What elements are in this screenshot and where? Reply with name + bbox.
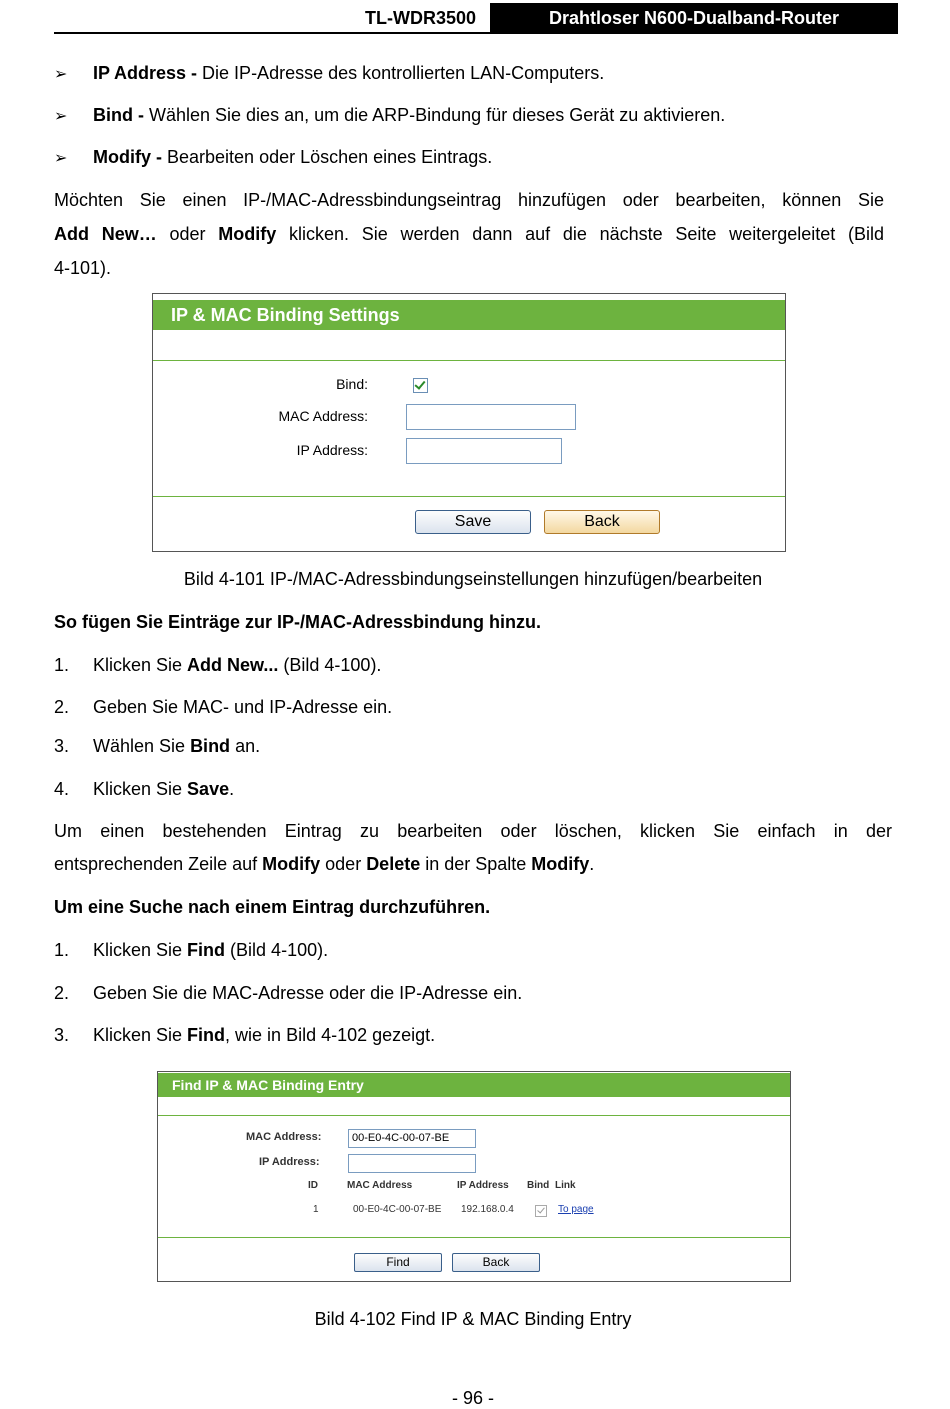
- edit-para-line-1: Um einen bestehenden Eintrag zu bearbeiten oder löschen, klicken Sie einfach in der: [54, 821, 892, 841]
- bullet-arrow-icon: ➢: [54, 66, 68, 83]
- edit-para-line-2: entsprechenden Zeile auf Modify oder Delete in der Spalte Modify.: [54, 854, 595, 874]
- row-ip: 192.168.0.4: [461, 1204, 514, 1215]
- mac-address-label: MAC Address:: [246, 1131, 322, 1143]
- find-step-1: 1. Klicken Sie Find (Bild 4-100).: [54, 940, 329, 960]
- column-header-link: Link: [555, 1180, 576, 1191]
- find-step-2: 2. Geben Sie die MAC-Adresse oder die IP-Adresse ein.: [54, 983, 523, 1003]
- row-mac: 00-E0-4C-00-07-BE: [353, 1204, 442, 1215]
- panel-title: Find IP & MAC Binding Entry: [172, 1077, 364, 1093]
- find-section-heading: Um eine Suche nach einem Eintrag durchzuführen.: [54, 897, 491, 917]
- ip-address-label: IP Address:: [259, 1156, 320, 1168]
- add-section-heading: So fügen Sie Einträge zur IP-/MAC-Adressbindung hinzu.: [54, 612, 542, 632]
- add-step-4: 4. Klicken Sie Save.: [54, 779, 235, 799]
- row-to-page-link[interactable]: To page: [558, 1204, 594, 1215]
- find-step-3: 3. Klicken Sie Find, wie in Bild 4-102 gezeigt.: [54, 1025, 436, 1045]
- column-header-ip: IP Address: [457, 1180, 509, 1191]
- panel-divider: [153, 360, 785, 361]
- header-rule: [54, 32, 898, 34]
- panel-title: IP & MAC Binding Settings: [171, 305, 400, 325]
- panel-divider: [158, 1115, 790, 1116]
- bullet-arrow-icon: ➢: [54, 108, 68, 125]
- bullet-bind: [54, 104, 726, 128]
- ip-address-label: IP Address:: [296, 442, 368, 458]
- header-title: Drahtloser N600-Dualband-Router: [490, 3, 898, 33]
- column-header-bind: Bind: [527, 1180, 550, 1191]
- panel-header: [153, 300, 785, 330]
- mac-address-input[interactable]: 00-E0-4C-00-07-BE: [348, 1129, 476, 1148]
- panel-header: [158, 1073, 790, 1097]
- find-ip-mac-binding-panel: [157, 1071, 791, 1282]
- add-step-3: 3. Wählen Sie Bind an.: [54, 736, 261, 756]
- column-header-id: ID: [308, 1180, 318, 1191]
- add-step-1: 1. Klicken Sie Add New... (Bild 4-100).: [54, 655, 382, 675]
- intro-line-2: Add New… oder Modify klicken. Sie werden dann auf die nächste Seite weitergeleitet (Bild: [54, 224, 884, 244]
- bullet-ip-address: [54, 62, 605, 86]
- bullet-text: Bearbeiten oder Löschen eines Eintrags.: [162, 147, 493, 167]
- figure-caption-4-102: Bild 4-102 Find IP & MAC Binding Entry: [314, 1309, 632, 1329]
- back-button[interactable]: Back: [452, 1253, 540, 1272]
- bullet-modify: [54, 146, 493, 170]
- row-bind-checkbox: [535, 1205, 547, 1217]
- bullet-term: Modify -: [93, 147, 162, 167]
- bind-label: Bind:: [336, 376, 368, 392]
- intro-line-1: Möchten Sie einen IP-/MAC-Adressbindungseintrag hinzufügen oder bearbeiten, können Sie: [54, 190, 884, 210]
- header-model: TL-WDR3500: [364, 8, 476, 28]
- bullet-text: Die IP-Adresse des kontrollierten LAN-Computers.: [197, 63, 605, 83]
- bullet-term: IP Address -: [93, 63, 198, 83]
- bind-checkbox[interactable]: [413, 378, 428, 393]
- ip-address-input[interactable]: [348, 1154, 476, 1173]
- bullet-arrow-icon: ➢: [54, 150, 68, 167]
- add-step-2: 2. Geben Sie MAC- und IP-Adresse ein.: [54, 697, 393, 717]
- figure-caption-4-101: Bild 4-101 IP-/MAC-Adressbindungseinstellungen hinzufügen/bearbeiten: [183, 569, 763, 589]
- row-id: 1: [313, 1204, 319, 1215]
- intro-line-3: 4-101).: [54, 258, 112, 278]
- find-button[interactable]: Find: [354, 1253, 442, 1272]
- ip-mac-binding-settings-panel: [152, 293, 786, 552]
- bullet-text: Wählen Sie dies an, um die ARP-Bindung für dieses Gerät zu aktivieren.: [144, 105, 726, 125]
- panel-divider: [153, 496, 785, 497]
- panel-divider: [158, 1237, 790, 1238]
- mac-address-input[interactable]: [406, 404, 576, 430]
- page-number: - 96 -: [451, 1388, 494, 1408]
- bullet-term: Bind -: [93, 105, 144, 125]
- column-header-mac: MAC Address: [347, 1180, 413, 1191]
- ip-address-input[interactable]: [406, 438, 562, 464]
- mac-address-label: MAC Address:: [278, 408, 368, 424]
- back-button[interactable]: Back: [544, 510, 660, 534]
- save-button[interactable]: Save: [415, 510, 531, 534]
